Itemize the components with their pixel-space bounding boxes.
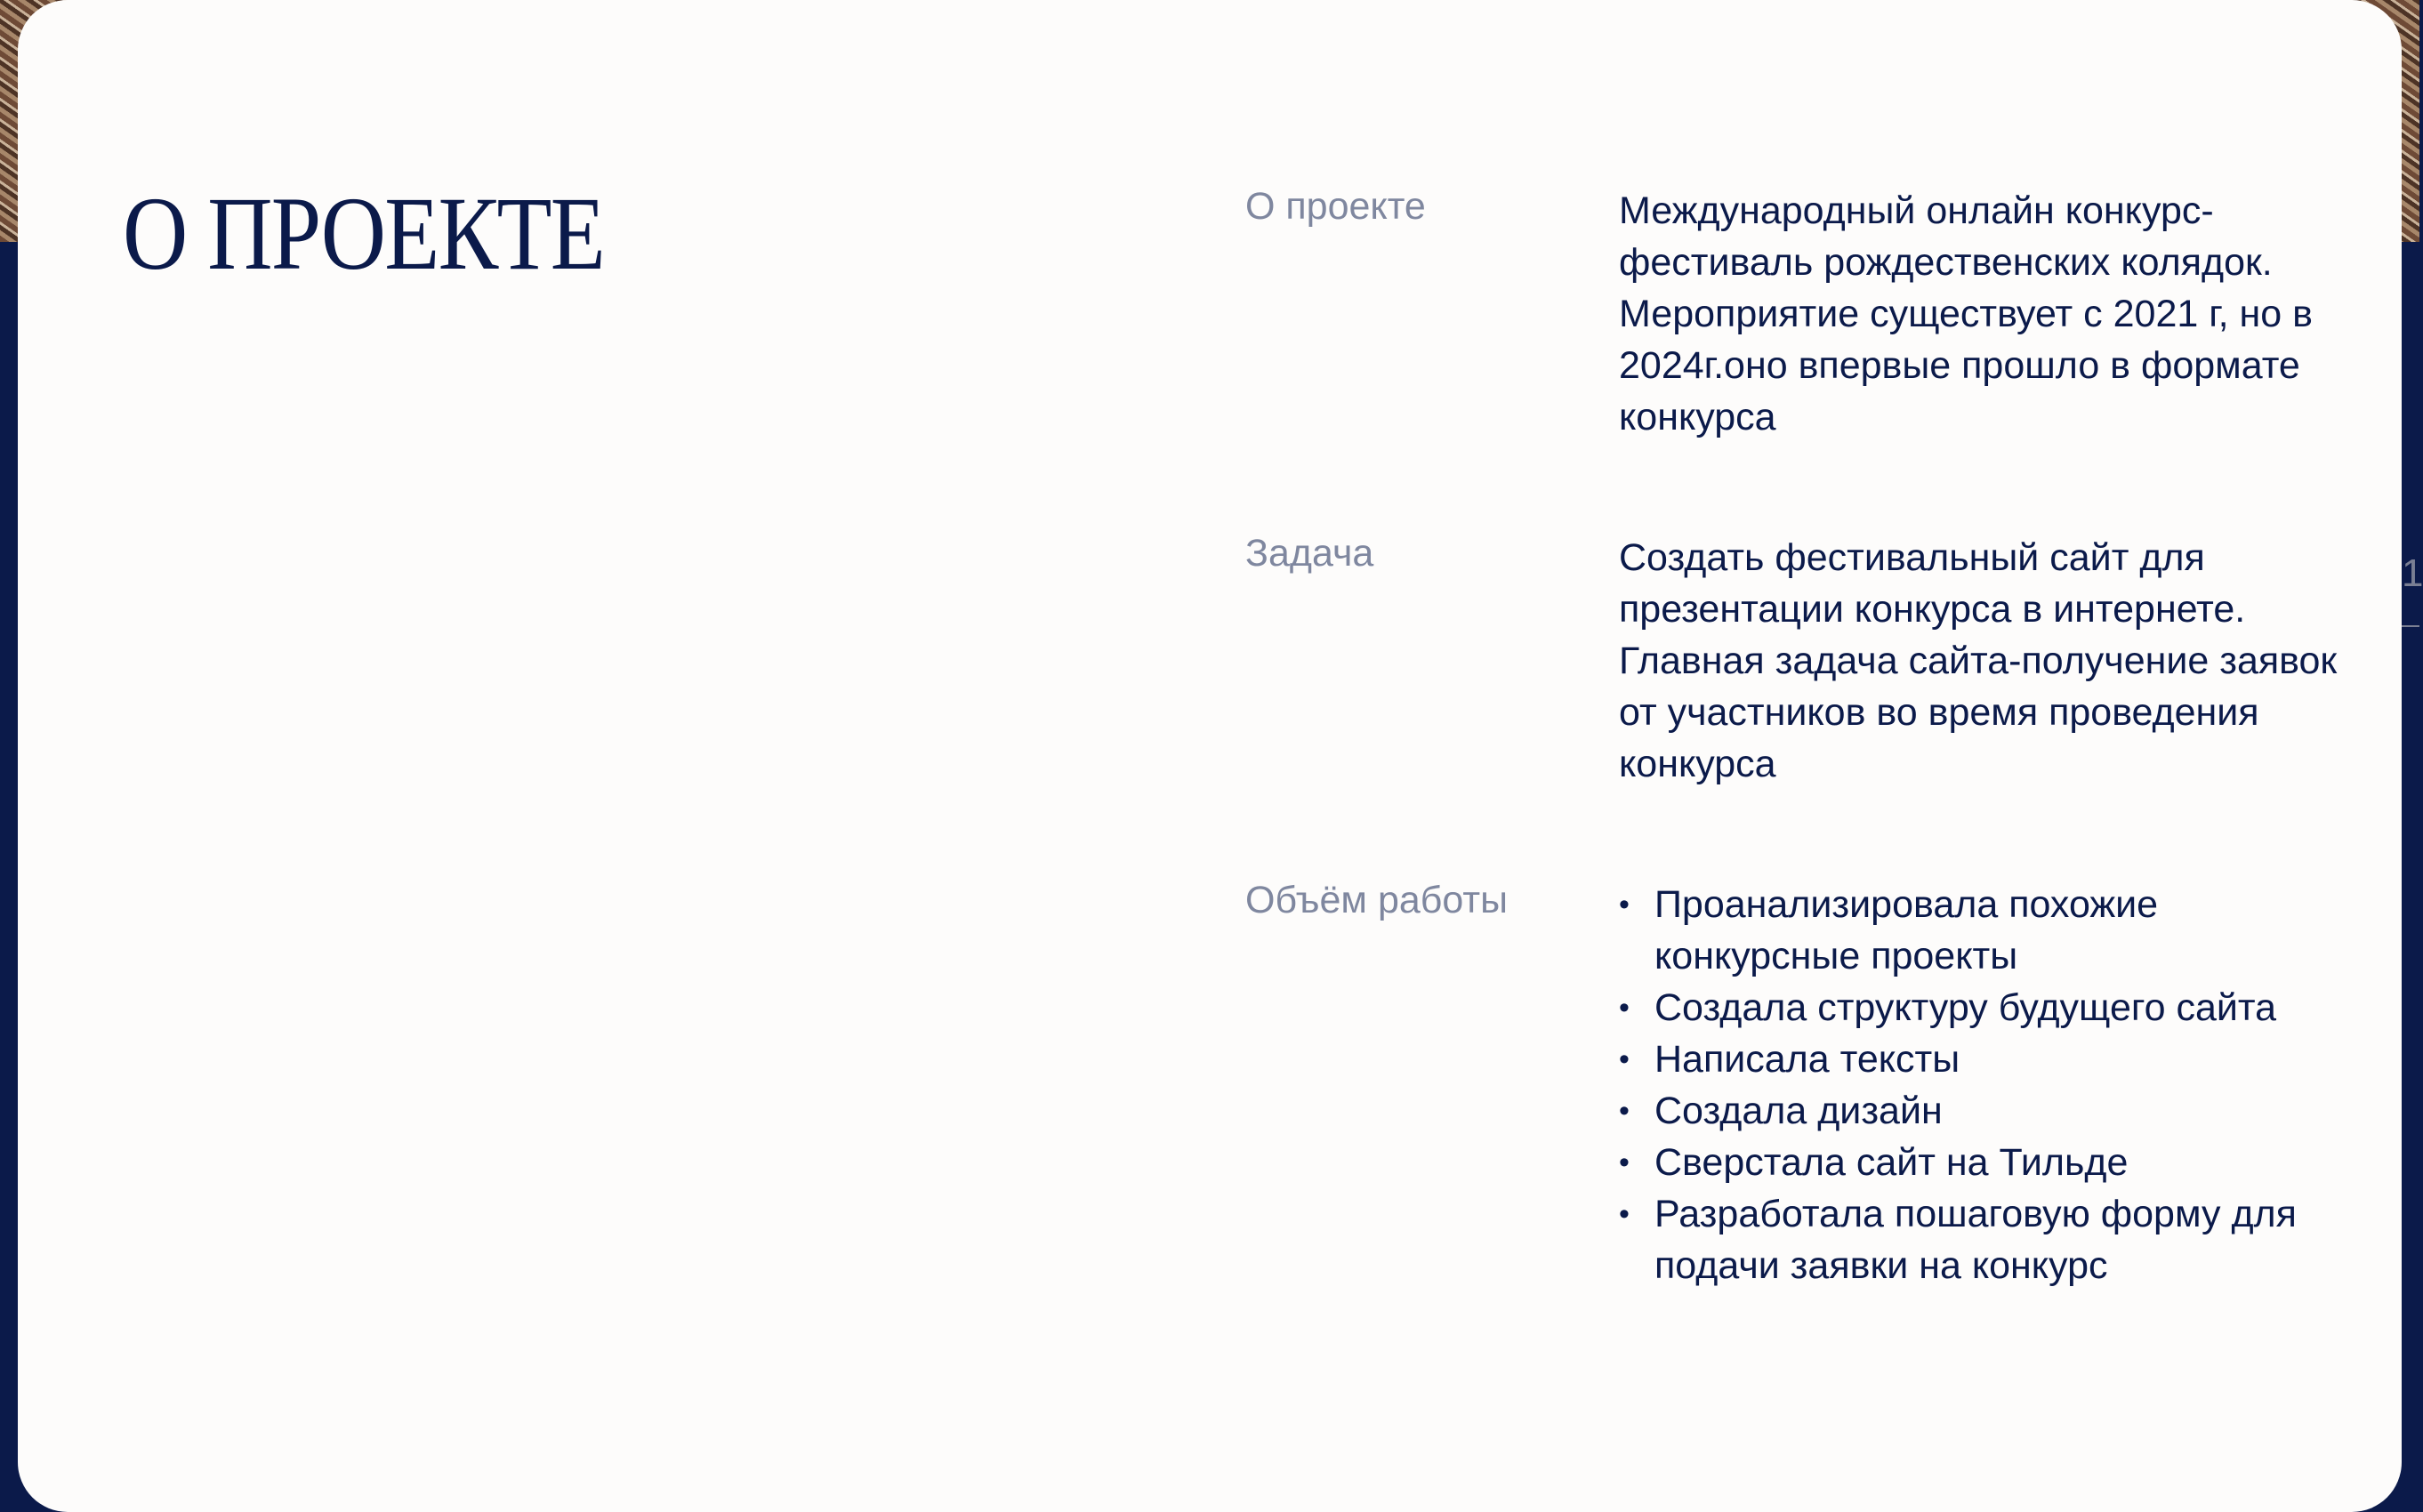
content-card — [18, 0, 2402, 1512]
list-item: • Разработала пошаговую форму для подачи заявки на конкурс — [1619, 1188, 2357, 1291]
section-text-about: Международный онлайн конкурс-фестиваль рождественских колядок. Мероприятие существует с 2021 г, но в 2024г.оно впервые прошло в формате конкурса — [1619, 189, 2314, 438]
list-item: • Написала тексты — [1619, 1033, 2357, 1085]
list-item: • Сверстала сайт на Тильде — [1619, 1137, 2357, 1188]
divider — [2402, 625, 2419, 627]
section-label-about: О проекте — [1245, 185, 1426, 228]
list-item: • Проанализировала похожие конкурсные проекты — [1619, 879, 2357, 982]
section-text-task: Создать фестивальный сайт для презентации конкурса в интернете. Главная задача сайта-получение заявок от участников во время проведения конкурса — [1619, 536, 2338, 785]
page-title: О ПРОЕКТЕ — [123, 175, 605, 292]
list-item: • Создала дизайн — [1619, 1085, 2357, 1137]
section-label-scope: Объём работы — [1245, 879, 1508, 921]
slide-number: 1 — [2402, 551, 2423, 595]
list-item: • Создала структуру будущего сайта — [1619, 982, 2357, 1033]
section-label-task: Задача — [1245, 532, 1374, 575]
scope-list — [1619, 879, 2357, 1291]
